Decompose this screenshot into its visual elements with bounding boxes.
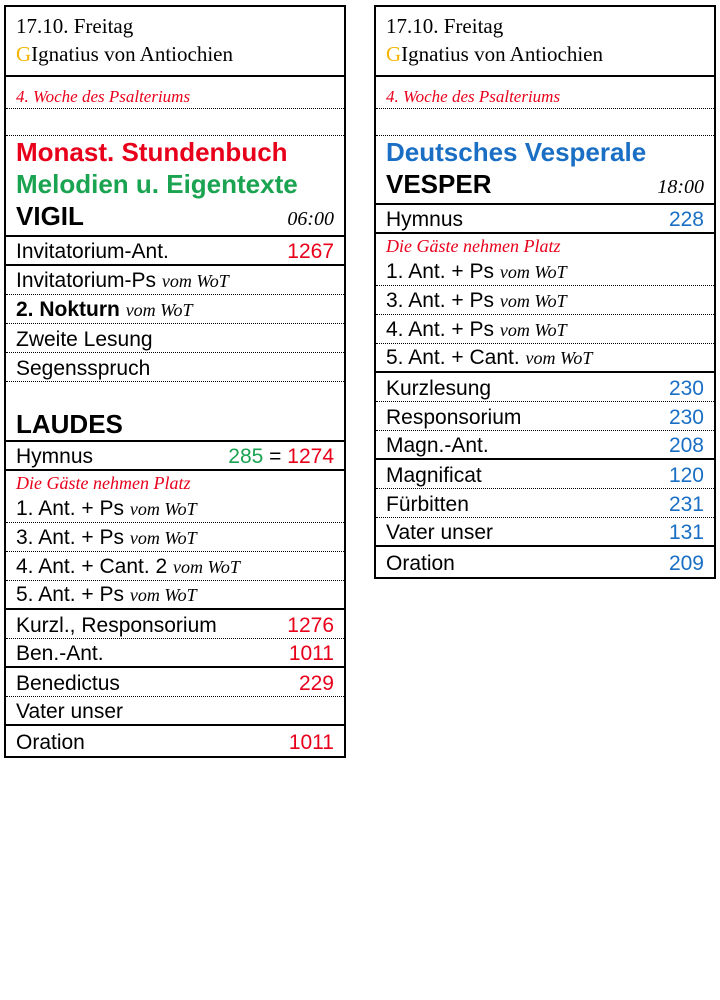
- item-label-text: 3. Ant. + Ps: [16, 526, 124, 549]
- item-label: Magnificat: [386, 464, 482, 487]
- feast-rank-letter: G: [16, 42, 32, 66]
- item-source: vom WoT: [499, 320, 567, 340]
- page-number: 1267: [287, 240, 334, 263]
- list-item: [376, 547, 714, 576]
- psalter-week: 4. Woche des Psalteriums: [6, 77, 344, 109]
- list-item: [6, 639, 344, 668]
- date-line: 17.10. Freitag: [16, 14, 134, 38]
- page-number: 231: [668, 493, 704, 516]
- list-item: [6, 324, 344, 353]
- item-label: [16, 554, 240, 580]
- list-item: [6, 697, 344, 726]
- item-source: vom WoT: [161, 271, 229, 291]
- day-header: [376, 5, 714, 77]
- list-item: [6, 495, 344, 523]
- page-number: 230: [668, 406, 704, 429]
- page-number: [228, 444, 334, 469]
- spacer: [6, 109, 344, 136]
- item-label: [16, 582, 197, 608]
- section-title: LAUDES: [16, 409, 123, 439]
- section-laudes: [6, 408, 344, 442]
- vesper-column: [374, 5, 716, 579]
- saint-name: Ignatius von Antiochien: [31, 42, 233, 66]
- page-number: 1276: [287, 614, 334, 637]
- item-label: Vater unser: [386, 521, 493, 544]
- item-label: Responsorium: [386, 406, 522, 429]
- list-item: [6, 353, 344, 382]
- item-label: Hymnus: [386, 208, 464, 231]
- item-label: [386, 345, 592, 371]
- item-label: Segensspruch: [16, 357, 151, 380]
- item-label: Benedictus: [16, 672, 120, 695]
- psalter-week: 4. Woche des Psalteriums: [376, 77, 714, 109]
- section-time: 18:00: [657, 176, 704, 198]
- list-item-hymnus: [376, 205, 714, 234]
- item-label: Hymnus: [16, 445, 94, 468]
- list-item: [376, 402, 714, 431]
- saint-line: [16, 40, 344, 68]
- list-item: [6, 552, 344, 581]
- page-number-stundenbuch: 1274: [287, 445, 334, 468]
- book-title-melodien: Melodien u. Eigentexte: [16, 169, 298, 199]
- list-item: [376, 344, 714, 373]
- item-label: [386, 288, 567, 314]
- item-label-text: 5. Ant. + Cant.: [386, 346, 520, 369]
- spacer: [6, 382, 344, 408]
- item-label: Kurzlesung: [386, 377, 492, 400]
- item-label: [386, 259, 567, 285]
- list-item: [376, 258, 714, 286]
- item-label-text: 1. Ant. + Ps: [16, 497, 124, 520]
- item-source: vom WoT: [499, 291, 567, 311]
- item-label: [16, 268, 229, 294]
- section-vigil: [6, 200, 344, 237]
- book-title-vesperale: Deutsches Vesperale: [386, 137, 647, 167]
- saint-name: Ignatius von Antiochien: [401, 42, 603, 66]
- feast-rank-letter: G: [386, 42, 402, 66]
- page-number: 120: [668, 464, 704, 487]
- section-vesper: [376, 168, 714, 205]
- page-number: 1011: [288, 731, 334, 754]
- list-item: [6, 266, 344, 295]
- item-label: [386, 317, 567, 343]
- list-item: [6, 295, 344, 324]
- item-label: Vater unser: [16, 700, 123, 723]
- item-source: vom WoT: [125, 300, 193, 320]
- item-label-text: 5. Ant. + Ps: [16, 583, 124, 606]
- item-source: vom WoT: [173, 557, 240, 577]
- page-number: 1011: [288, 642, 334, 665]
- page-number: 230: [668, 377, 704, 400]
- list-item: [376, 489, 714, 518]
- item-source: vom WoT: [129, 499, 197, 519]
- item-label-text: 2. Nokturn: [16, 298, 120, 321]
- vigil-laudes-column: [4, 5, 346, 758]
- item-label: Oration: [16, 731, 85, 754]
- item-label-text: 3. Ant. + Ps: [386, 289, 494, 312]
- item-label-text: 1. Ant. + Ps: [386, 260, 494, 283]
- item-label: Ben.-Ant.: [16, 642, 104, 665]
- list-item: [6, 726, 344, 755]
- guests-note: Die Gäste nehmen Platz: [386, 236, 561, 256]
- item-source: vom WoT: [499, 262, 567, 282]
- item-label: Magn.-Ant.: [386, 434, 489, 457]
- item-label: Invitatorium-Ant.: [16, 240, 169, 263]
- list-item: [6, 581, 344, 610]
- list-item-hymnus: [6, 442, 344, 471]
- page-number: 131: [668, 521, 704, 544]
- equals-sign: =: [263, 445, 288, 468]
- page-number: 228: [668, 208, 704, 231]
- page-number-melodien: 285: [228, 445, 264, 468]
- item-label: Fürbitten: [386, 493, 469, 516]
- section-time: 06:00: [287, 208, 334, 230]
- item-source: vom WoT: [525, 348, 593, 368]
- list-item: [376, 460, 714, 489]
- list-item: [6, 237, 344, 266]
- page-number: 209: [668, 552, 704, 575]
- list-item: [6, 523, 344, 552]
- section-title: VESPER: [386, 169, 492, 199]
- date-line: 17.10. Freitag: [386, 14, 504, 38]
- item-label: [16, 297, 193, 323]
- saint-line: [386, 40, 714, 68]
- list-item: [376, 286, 714, 315]
- day-header: [6, 5, 344, 77]
- list-item: [376, 373, 714, 402]
- list-item: [376, 315, 714, 344]
- item-label: Oration: [386, 552, 455, 575]
- item-label-text: 4. Ant. + Cant. 2: [16, 555, 168, 578]
- item-label-text: 4. Ant. + Ps: [386, 318, 494, 341]
- item-label: Zweite Lesung: [16, 328, 153, 351]
- page-number: 208: [668, 434, 704, 457]
- item-label: Kurzl., Responsorium: [16, 614, 217, 637]
- list-item: [6, 610, 344, 639]
- item-label: [16, 525, 197, 551]
- guests-note: Die Gäste nehmen Platz: [16, 473, 191, 493]
- item-label-text: Invitatorium-Ps: [16, 269, 157, 292]
- item-source: vom WoT: [129, 528, 197, 548]
- list-item: [6, 668, 344, 697]
- list-item: [376, 431, 714, 460]
- section-title: VIGIL: [16, 201, 84, 231]
- spacer: [376, 109, 714, 136]
- item-label: [16, 496, 197, 522]
- list-item: [376, 518, 714, 547]
- book-title-stundenbuch: Monast. Stundenbuch: [16, 137, 288, 167]
- page-number: 229: [298, 672, 334, 695]
- item-source: vom WoT: [129, 585, 197, 605]
